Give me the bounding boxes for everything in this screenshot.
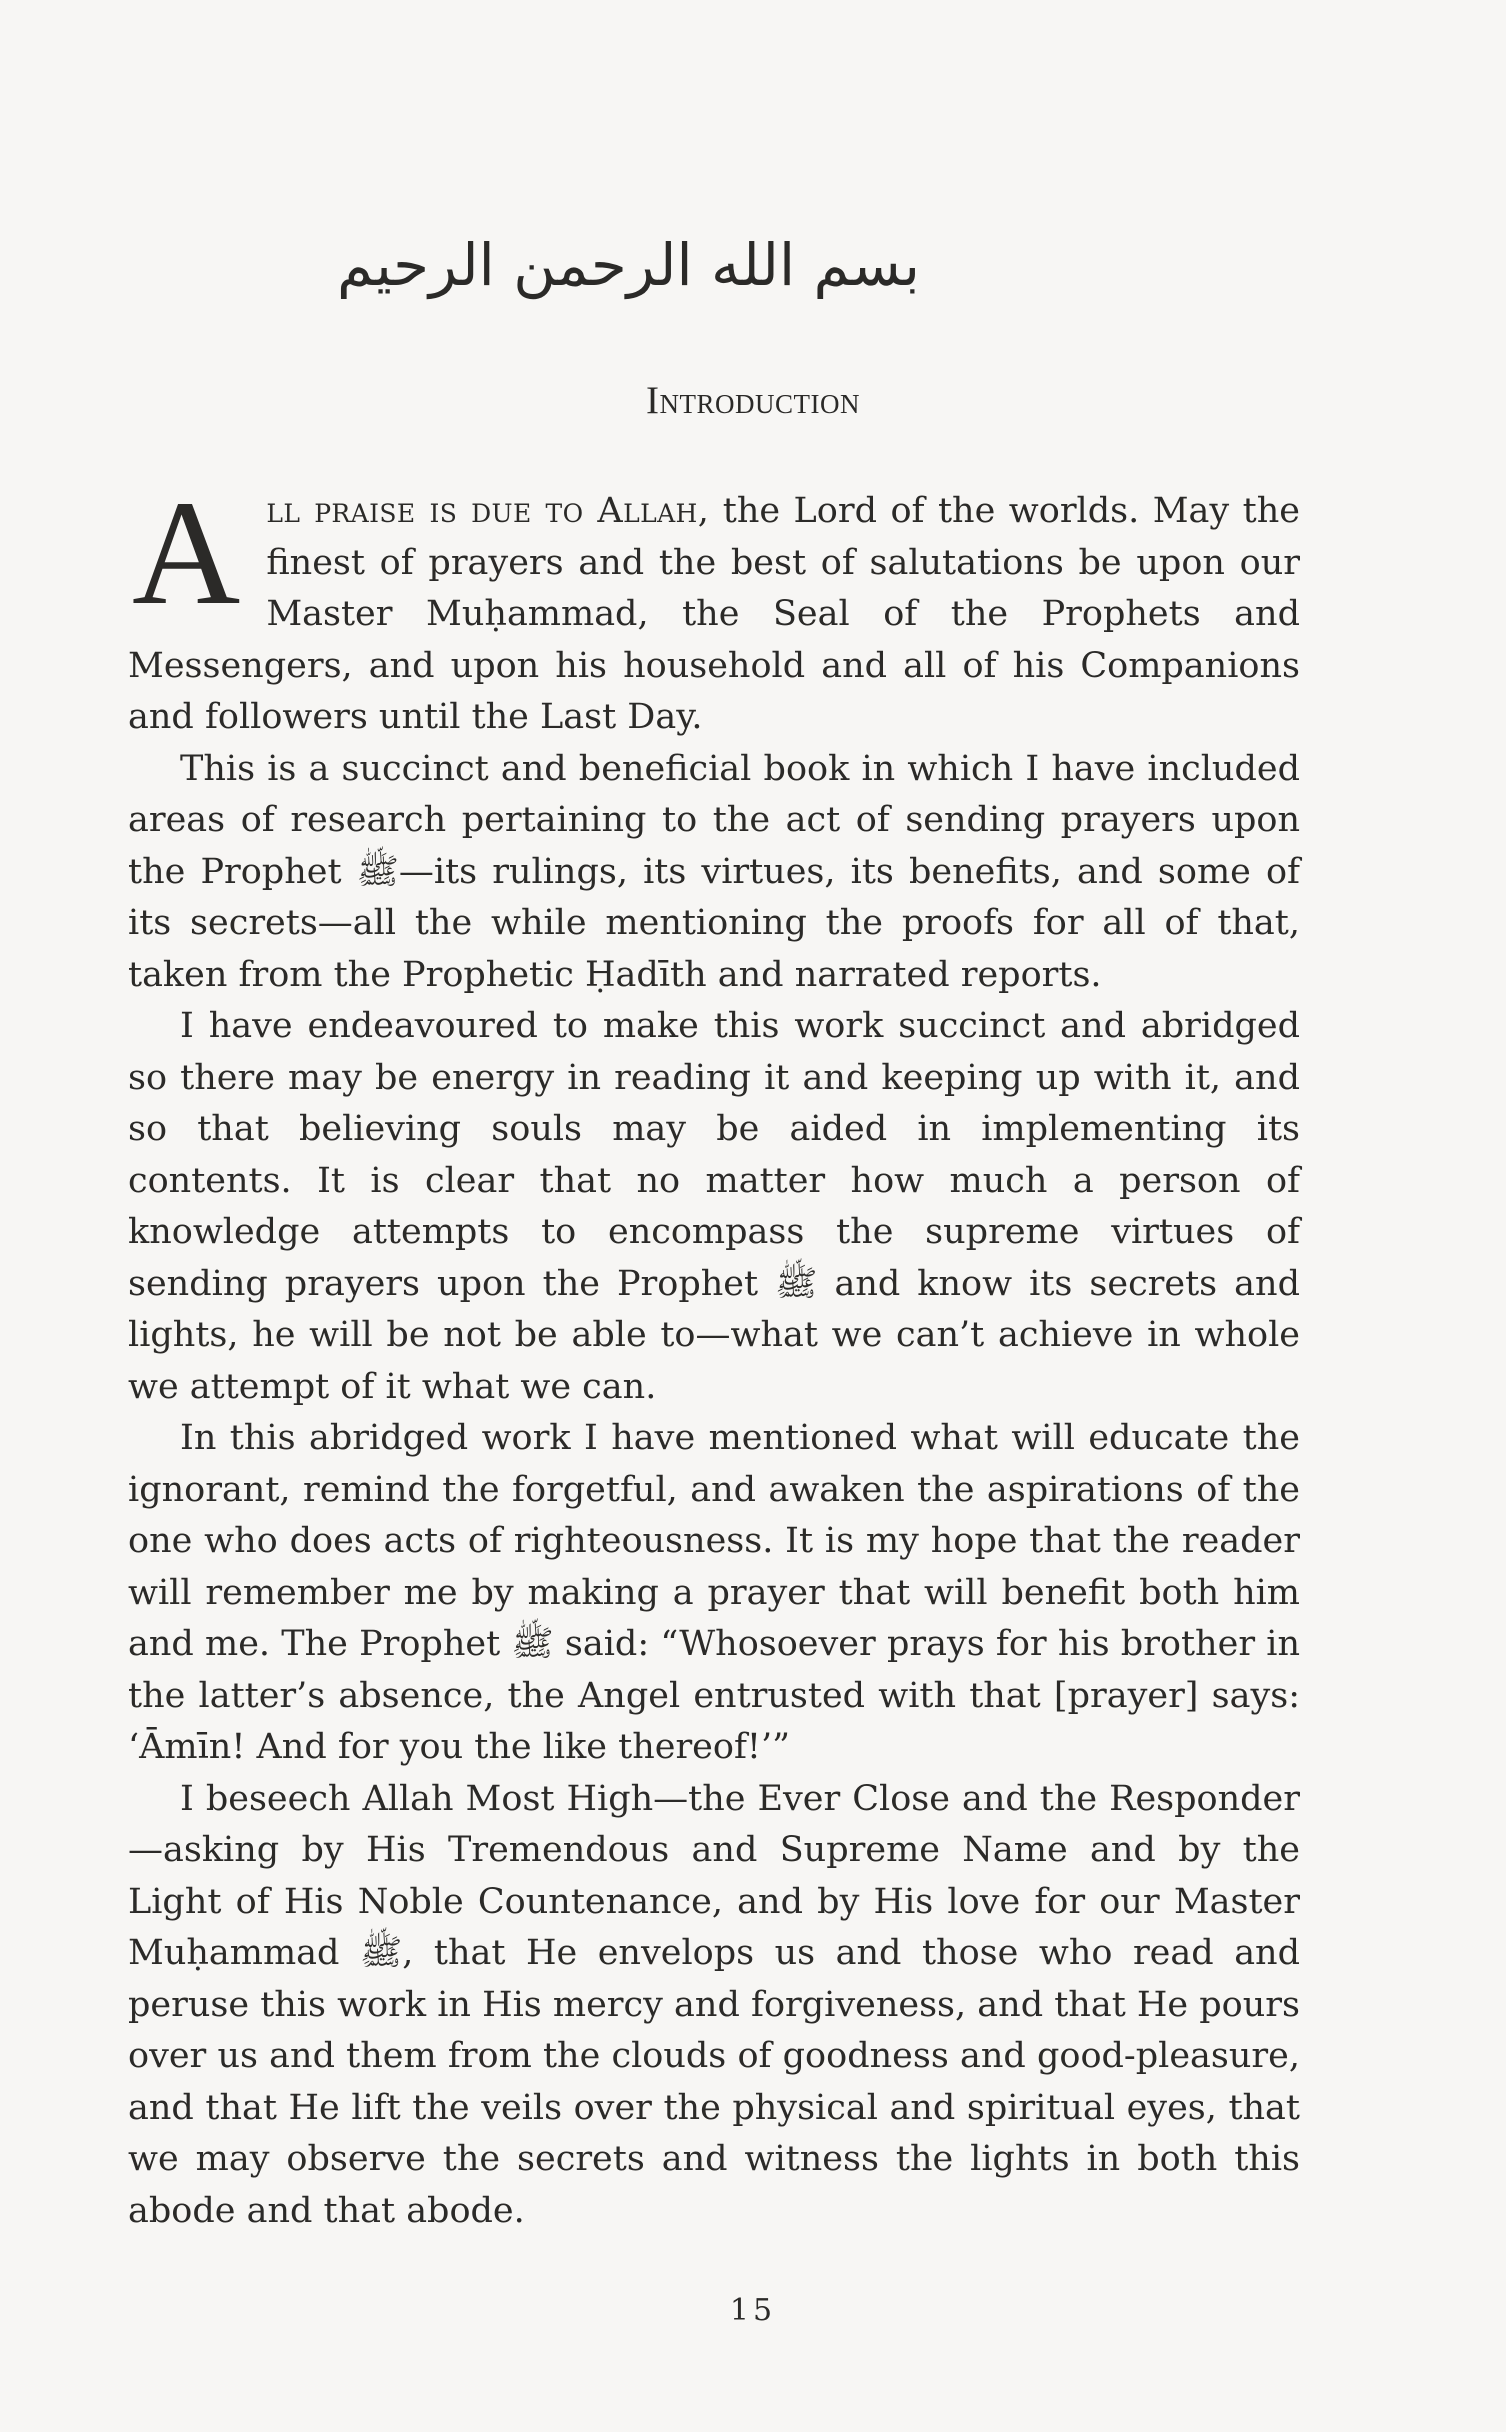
lead-in-small-caps: ll praise is due to Allah, [266, 491, 710, 531]
paragraph-2: This is a succinct and beneficial book in which I have included areas of research pertaining to the act of sending prayers upon the Prophet ﷺ—its rulings, its virtues, its benefits, and some of its secrets—all the while mentioning the proofs for all of that, taken from the Prophetic Ḥadīth and narrated reports. [128, 748, 1300, 995]
paragraph-5: I beseech Allah Most High—the Ever Close and the Responder—asking by His Tremendous and Supreme Name and by the Light of His Noble Countenance, and by His love for our Master Muḥammad ﷺ, that He envelops us and those who read and peruse this work in His mercy and forgiveness, and that He pours over us and them from the clouds of goodness and good-pleasure, and that He lift the veils over the physical and spiritual eyes, that we may observe the secrets and witness the lights in both this abode and that abode. [128, 1778, 1301, 2231]
paragraph-1 [128, 470, 1300, 744]
drop-cap: A [132, 470, 241, 636]
basmala-calligraphy: بسم الله الرحمن الرحيم [337, 231, 920, 299]
page-number: 15 [729, 2293, 777, 2328]
paragraph-3: I have endeavoured to make this work succinct and abridged so there may be energy in reading it and keeping up with it, and so that believing souls may be aided in implementing its contents. It is clear that no matter how much a person of knowledge attempts to encompass the supreme virtues of sending prayers upon the Prophet ﷺ and know its secrets and lights, he will be not be able to—what we can’t achieve in whole we attempt of it what we can. [128, 1006, 1300, 1407]
paragraph-1-text: the Lord of the worlds. May the finest of prayers and the best of salutations be upon our Master Muḥammad, the Seal of the Prophets and Messengers, and upon his household and all of his Companions and followers until the Last Day. [128, 491, 1300, 737]
body-text [128, 470, 1301, 2237]
paragraph-4: In this abridged work I have mentioned what will educate the ignorant, remind the forgetful, and awaken the aspirations of the one who does acts of righteousness. It is my hope that the reader will remember me by making a prayer that will benefit both him and me. The Prophet ﷺ said: “Whosoever prays for his brother in the latter’s absence, the Angel entrusted with that [prayer] says: ‘Āmīn! And for you the like thereof!’” [128, 1418, 1300, 1767]
chapter-title: Introduction [646, 379, 860, 422]
